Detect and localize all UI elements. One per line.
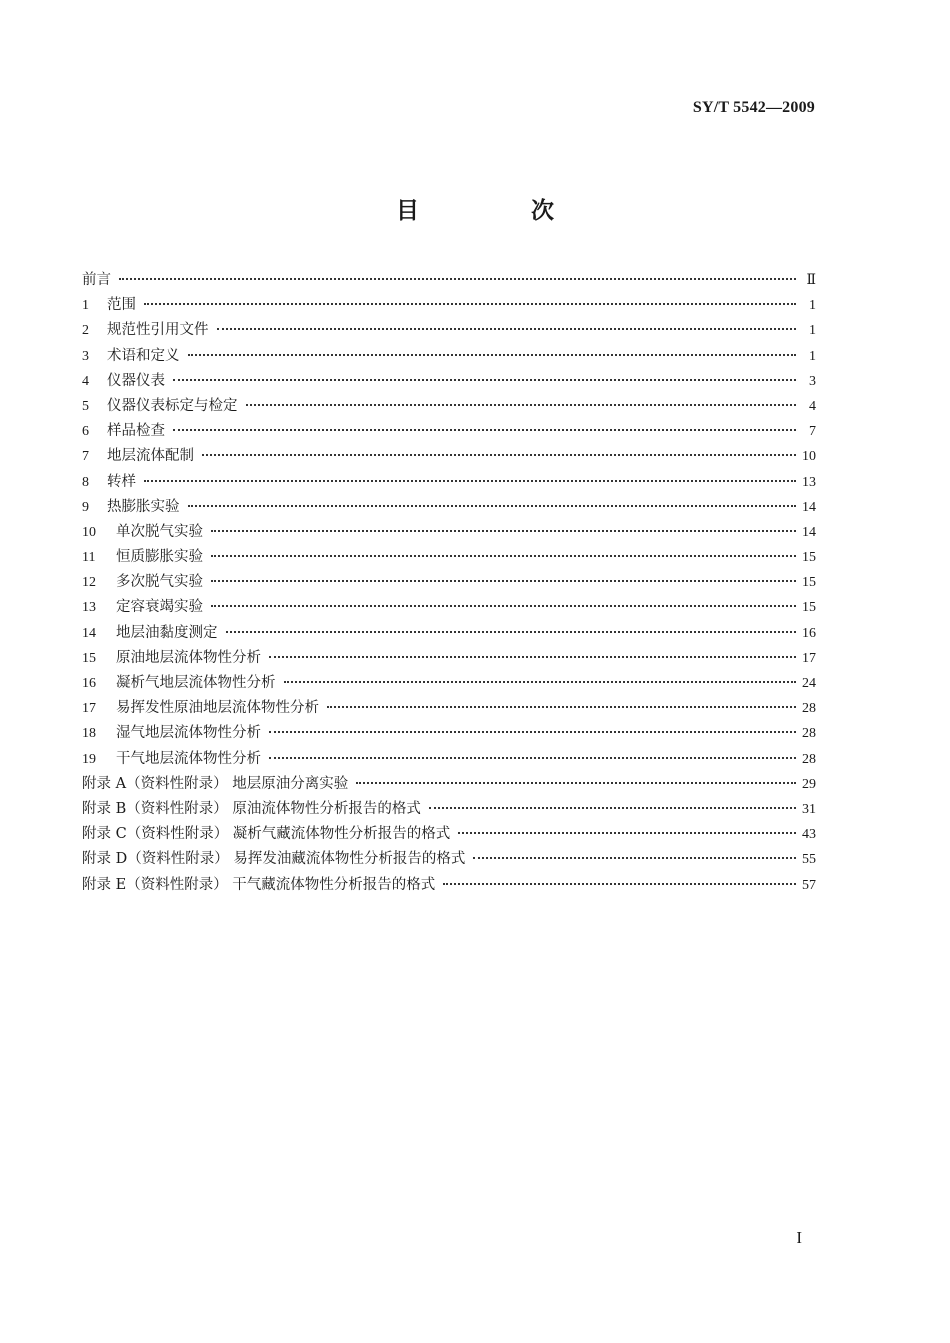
toc-entry-label: 单次脱气实验 xyxy=(116,523,203,540)
toc-entry-number: 13 xyxy=(82,600,96,616)
toc-entry-number: 10 xyxy=(82,524,96,540)
dot-leader xyxy=(226,631,797,633)
toc-entry-number: 8 xyxy=(82,474,89,490)
toc-entry-label: 定容衰竭实验 xyxy=(116,599,203,616)
dot-leader xyxy=(217,328,797,330)
toc-entry-label: 附录 B（资料性附录） 原油流体物性分析报告的格式 xyxy=(82,800,421,817)
dot-leader xyxy=(429,807,796,809)
dot-leader xyxy=(327,706,796,708)
toc-entry-page: 14 xyxy=(802,499,816,515)
page-title: 目 次 xyxy=(395,198,606,224)
toc-entry-page: 14 xyxy=(802,524,816,540)
dot-leader xyxy=(119,278,796,280)
dot-leader xyxy=(269,731,796,733)
dot-leader xyxy=(188,505,797,507)
toc-entry-label: 地层流体配制 xyxy=(107,448,194,465)
dot-leader xyxy=(211,530,796,532)
toc-entry-label: 前言 xyxy=(82,272,111,288)
toc-entry[interactable] xyxy=(82,470,816,495)
toc-entry-number: 14 xyxy=(82,625,96,641)
toc-entry-appendix-b[interactable] xyxy=(82,797,816,822)
toc-entry-number: 3 xyxy=(82,348,89,364)
toc-entry-number: 18 xyxy=(82,726,96,742)
toc-entry[interactable] xyxy=(82,394,816,419)
toc-entry-label: 热膨胀实验 xyxy=(107,498,180,515)
toc-entry[interactable] xyxy=(82,344,816,369)
toc-entry[interactable] xyxy=(82,696,816,721)
toc-entry-page: 15 xyxy=(802,550,816,566)
dot-leader xyxy=(211,580,796,582)
toc-entry[interactable] xyxy=(82,495,816,520)
toc-entry[interactable] xyxy=(82,671,816,696)
dot-leader xyxy=(173,429,796,431)
toc-entry-page: 28 xyxy=(802,726,816,742)
toc-entry[interactable] xyxy=(82,369,816,394)
dot-leader xyxy=(269,757,796,759)
toc-entry-appendix-c[interactable] xyxy=(82,822,816,847)
toc-entry-page: 28 xyxy=(802,701,816,717)
toc-entry[interactable] xyxy=(82,646,816,671)
dot-leader xyxy=(144,303,796,305)
toc-entry-number: 1 xyxy=(82,298,89,314)
toc-entry-number: 7 xyxy=(82,449,89,465)
toc-entry-page: 24 xyxy=(802,676,816,691)
toc-entry[interactable] xyxy=(82,444,816,469)
toc-entry-number: 17 xyxy=(82,701,96,717)
toc-entry[interactable] xyxy=(82,318,816,343)
toc-entry-label: 规范性引用文件 xyxy=(107,322,209,339)
toc-entry-number: 6 xyxy=(82,424,89,440)
toc-entry-label: 多次脱气实验 xyxy=(116,574,203,591)
toc-entry[interactable] xyxy=(82,595,816,620)
toc-entry-page: 28 xyxy=(802,751,816,767)
toc-entry-page: 10 xyxy=(802,449,816,465)
toc-entry-number: 15 xyxy=(82,650,96,666)
toc-entry-page: 31 xyxy=(802,801,816,817)
toc-entry-label: 干气地层流体物性分析 xyxy=(116,750,261,767)
toc-entry-label: 附录 E（资料性附录） 干气藏流体物性分析报告的格式 xyxy=(82,876,436,893)
toc-entry-page: 3 xyxy=(809,373,816,389)
dot-leader xyxy=(173,379,796,381)
toc-entry[interactable] xyxy=(82,545,816,570)
toc-entry-foreword[interactable] xyxy=(82,268,816,293)
toc-entry-label: 附录 D（资料性附录） 易挥发油藏流体物性分析报告的格式 xyxy=(82,851,466,868)
toc-entry-label: 恒质膨胀实验 xyxy=(116,549,203,566)
toc-entry-number: 5 xyxy=(82,398,89,414)
toc-entry-page: 7 xyxy=(809,424,816,440)
toc-entry-label: 仪器仪表标定与检定 xyxy=(107,397,238,414)
dot-leader xyxy=(144,480,796,482)
toc-entry-page: 15 xyxy=(802,575,816,591)
toc-entry[interactable] xyxy=(82,419,816,444)
toc-entry-page: 4 xyxy=(809,398,816,414)
toc-entry-label: 凝析气地层流体物性分析 xyxy=(116,675,276,691)
toc-entry-label: 术语和定义 xyxy=(107,347,180,364)
dot-leader xyxy=(284,681,797,683)
dot-leader xyxy=(211,555,796,557)
dot-leader xyxy=(246,404,797,406)
toc-entry-label: 样品检查 xyxy=(107,423,165,440)
toc-entry-page: 29 xyxy=(802,776,816,792)
dot-leader xyxy=(269,656,796,658)
dot-leader xyxy=(473,857,796,859)
toc-entry[interactable] xyxy=(82,570,816,595)
toc-entry-appendix-d[interactable] xyxy=(82,847,816,872)
toc-entry-number: 16 xyxy=(82,676,96,691)
toc-entry-appendix-a[interactable] xyxy=(82,772,816,797)
toc-entry-label: 仪器仪表 xyxy=(107,372,165,389)
toc-entry-label: 转样 xyxy=(107,473,136,490)
dot-leader xyxy=(188,354,797,356)
toc-entry-number: 2 xyxy=(82,323,89,339)
toc-entry-page: 43 xyxy=(802,827,816,843)
toc-entry[interactable] xyxy=(82,747,816,772)
toc-entry-page: 15 xyxy=(802,600,816,616)
toc-entry-page: 1 xyxy=(809,298,816,314)
page-number: I xyxy=(796,1228,802,1247)
toc-entry-number: 9 xyxy=(82,499,89,515)
standard-number: SY/T 5542—2009 xyxy=(692,99,815,116)
toc-entry-label: 范围 xyxy=(107,297,136,314)
dot-leader xyxy=(443,883,796,885)
toc-entry[interactable] xyxy=(82,293,816,318)
table-of-contents xyxy=(82,268,816,898)
toc-entry-page: Ⅱ xyxy=(806,273,816,288)
toc-entry[interactable] xyxy=(82,721,816,746)
toc-entry-number: 11 xyxy=(82,550,96,566)
toc-entry-label: 地层油黏度测定 xyxy=(116,624,218,641)
toc-entry-page: 16 xyxy=(802,625,816,641)
dot-leader xyxy=(211,605,796,607)
toc-entry-page: 17 xyxy=(802,650,816,666)
toc-entry-number: 4 xyxy=(82,373,89,389)
toc-entry[interactable] xyxy=(82,621,816,646)
toc-entry-page: 13 xyxy=(802,474,816,490)
toc-entry-label: 易挥发性原油地层流体物性分析 xyxy=(116,700,319,717)
toc-entry-label: 附录 C（资料性附录） 凝析气藏流体物性分析报告的格式 xyxy=(82,826,451,843)
dot-leader xyxy=(356,782,796,784)
toc-entry-number: 19 xyxy=(82,751,96,767)
toc-entry-page: 1 xyxy=(809,323,816,339)
toc-entry-page: 1 xyxy=(809,348,816,364)
toc-entry-number: 12 xyxy=(82,575,96,591)
toc-entry-label: 原油地层流体物性分析 xyxy=(116,649,261,666)
toc-entry-label: 湿气地层流体物性分析 xyxy=(116,725,261,742)
dot-leader xyxy=(458,832,796,834)
toc-entry-label: 附录 A（资料性附录） 地层原油分离实验 xyxy=(82,775,349,792)
toc-entry-page: 55 xyxy=(802,852,816,868)
toc-entry-page: 57 xyxy=(802,877,816,893)
toc-entry[interactable] xyxy=(82,520,816,545)
dot-leader xyxy=(202,454,796,456)
toc-entry-appendix-e[interactable] xyxy=(82,873,816,898)
